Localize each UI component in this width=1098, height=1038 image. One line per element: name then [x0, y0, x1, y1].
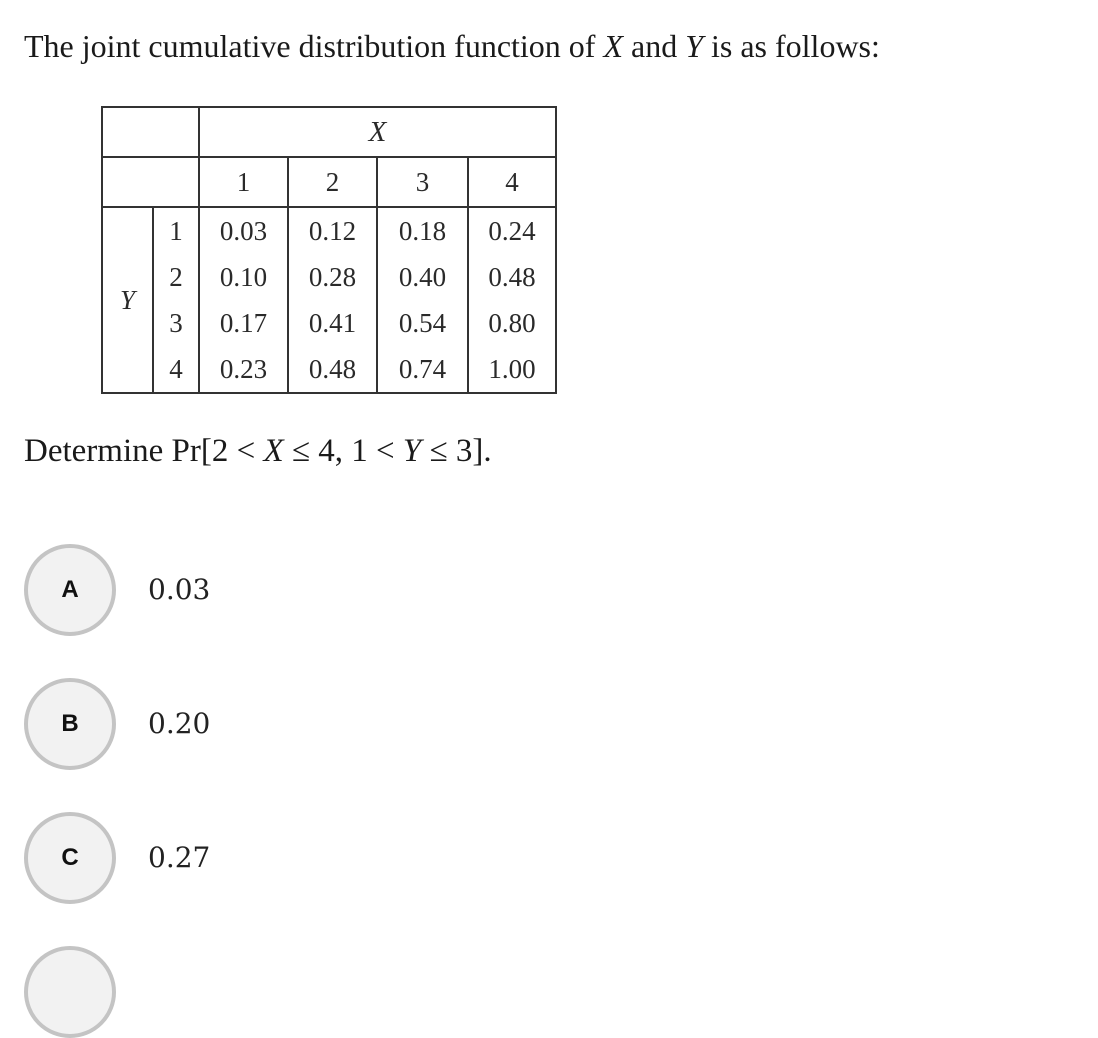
- problem-intro: [24, 24, 880, 68]
- choice-letter-badge[interactable]: C: [24, 812, 116, 904]
- table-corner-lower: [102, 157, 199, 207]
- cdf-cell: 0.54: [377, 300, 468, 346]
- cdf-cell: 0.74: [377, 346, 468, 393]
- cdf-cell: 0.12: [288, 207, 377, 254]
- choice-answer-text: 0.20: [148, 707, 211, 740]
- cdf-cell: 0.41: [288, 300, 377, 346]
- cdf-cell: 1.00: [468, 346, 556, 393]
- table-corner: [102, 107, 199, 157]
- question-middle: ≤ 4, 1 <: [283, 433, 403, 469]
- intro-var-x: X: [603, 28, 623, 64]
- x-value: 4: [468, 157, 556, 207]
- cdf-cell: 0.48: [288, 346, 377, 393]
- choice-letter-badge[interactable]: B: [24, 678, 116, 770]
- x-value: 2: [288, 157, 377, 207]
- cdf-cell: 0.23: [199, 346, 288, 393]
- y-header: Y: [102, 207, 153, 393]
- cdf-cell: 0.18: [377, 207, 468, 254]
- answer-choice-a[interactable]: [24, 544, 624, 634]
- cdf-cell: 0.17: [199, 300, 288, 346]
- cdf-cell: 0.10: [199, 254, 288, 300]
- y-value: 4: [153, 346, 199, 393]
- choice-answer-text: 0.27: [148, 841, 211, 874]
- intro-var-y: Y: [685, 28, 703, 64]
- answer-choice-d[interactable]: [24, 946, 624, 1036]
- x-header: X: [199, 107, 556, 157]
- cdf-table: [101, 106, 557, 394]
- cdf-cell: 0.40: [377, 254, 468, 300]
- intro-text: The joint cumulative distribution function of: [24, 28, 604, 64]
- y-value: 2: [153, 254, 199, 300]
- x-value: 1: [199, 157, 288, 207]
- question-var-y: Y: [402, 433, 422, 469]
- cdf-cell: 0.48: [468, 254, 556, 300]
- question-prefix: Determine Pr[2 <: [24, 433, 264, 469]
- cdf-cell: 0.24: [468, 207, 556, 254]
- choice-letter-badge[interactable]: A: [24, 544, 116, 636]
- question-var-x: X: [263, 433, 284, 469]
- cdf-cell: 0.28: [288, 254, 377, 300]
- answer-choice-c[interactable]: [24, 812, 624, 902]
- question-text: [24, 428, 492, 474]
- intro-suffix: is as follows:: [703, 28, 880, 64]
- answer-choice-b[interactable]: [24, 678, 624, 768]
- x-value: 3: [377, 157, 468, 207]
- y-value: 1: [153, 207, 199, 254]
- choice-answer-text: 0.03: [148, 573, 211, 606]
- cdf-cell: 0.80: [468, 300, 556, 346]
- question-suffix: ≤ 3].: [421, 433, 492, 469]
- cdf-cell: 0.03: [199, 207, 288, 254]
- intro-and: and: [623, 28, 686, 64]
- y-value: 3: [153, 300, 199, 346]
- choice-letter-badge[interactable]: [24, 946, 116, 1038]
